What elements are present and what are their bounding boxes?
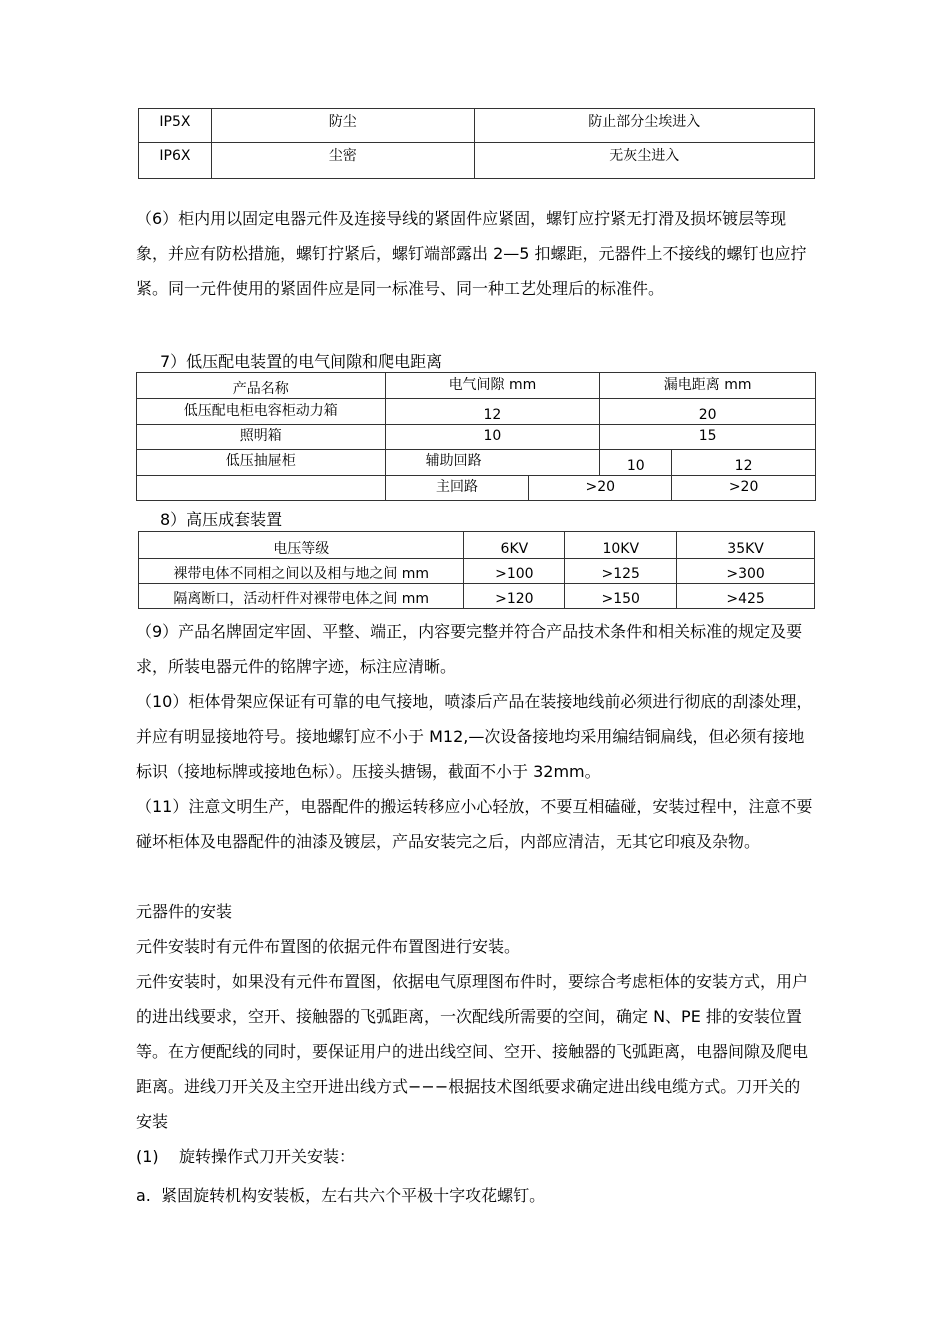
header-product-name: 产品名称 (137, 373, 386, 399)
creepage-value: >20 (672, 476, 816, 501)
ip-code: IP6X (139, 143, 212, 179)
clearance-value: 10 (600, 450, 672, 476)
product-name: 低压配电柜电容柜动力箱 (137, 399, 386, 425)
paragraph-10: （10）柜体骨架应保证有可靠的电气接地，喷漆后产品在装接地线前必须进行彻底的刮漆处理，并应有明显接地符号。接地螺钉应不小于 M12,—次设备接地均采用编结铜扁线，但必须有接地标识（接地标牌或接地色标）。压接头搪锡，截面不小于 32mm。 (136, 692, 813, 781)
table-row (137, 425, 816, 450)
table-row (137, 399, 816, 425)
clearance-value: 10 (385, 425, 600, 450)
ip-rating-table (138, 108, 815, 179)
value-35kv: >300 (677, 559, 815, 584)
paragraph-11: （11）注意文明生产，电器配件的搬运转移应小心轻放，不要互相磕碰，安装过程中，注意不要碰坏柜体及电器配件的油漆及镀层，产品安装完之后，内部应清洁，无其它印痕及杂物。 (136, 797, 813, 851)
ip-name: 防尘 (211, 109, 474, 143)
clearance-value: >20 (529, 476, 672, 501)
table-row (137, 476, 816, 501)
table-row (139, 584, 815, 609)
product-name: 照明箱 (137, 425, 386, 450)
value-6kv: >120 (464, 584, 565, 609)
header-35kv: 35KV (677, 532, 815, 559)
creepage-value: 15 (600, 425, 816, 450)
clearance-value: 12 (385, 399, 600, 425)
creepage-value: 12 (672, 450, 816, 476)
section-title-installation: 元器件的安装 (136, 902, 233, 921)
paragraph-9: （9）产品名牌固定牢固、平整、端正，内容要完整并符合产品技术条件和相关标准的规定及要求，所装电器元件的铭牌字迹，标注应清晰。 (136, 622, 803, 676)
row-label: 裸带电体不同相之间以及相与地之间 mm (139, 559, 464, 584)
value-35kv: >425 (677, 584, 815, 609)
circuit-type: 主回路 (385, 476, 529, 501)
list-item-a: a. 紧固旋转机构安装板，左右共六个平极十字攻花螺钉。 (136, 1186, 546, 1205)
ip-name: 尘密 (211, 143, 474, 179)
clearance-table-high-voltage (138, 531, 815, 609)
table-row (139, 559, 815, 584)
value-10kv: >150 (565, 584, 677, 609)
clearance-table-low-voltage (136, 372, 816, 501)
header-6kv: 6KV (464, 532, 565, 559)
header-clearance: 电气间隙 mm (385, 373, 600, 399)
ip-desc: 防止部分尘埃进入 (474, 109, 814, 143)
heading-8: 8）高压成套装置 (160, 510, 283, 529)
creepage-value: 20 (600, 399, 816, 425)
paragraph-install-2: 元件安装时，如果没有元件布置图，依据电气原理图布件时，要综合考虑柜体的安装方式，用户的进出线要求，空开、接触器的飞弧距离，一次配线所需要的空间，确定 N、PE 排的安装位置等。在方便配线的同时，要保证用户的进出线空间、空开、接触器的飞弧距离，电器间隙及爬电距离。进线刀开关及主空开进出线方式−−−根据技术图纸要求确定进出线电缆方式。刀开关的安装 (136, 972, 809, 1131)
value-10kv: >125 (565, 559, 677, 584)
header-creepage: 漏电距离 mm (600, 373, 816, 399)
table-row (137, 373, 816, 399)
header-voltage-level: 电压等级 (139, 532, 464, 559)
header-10kv: 10KV (565, 532, 677, 559)
table-row (137, 450, 816, 476)
paragraph-6: （6）柜内用以固定电器元件及连接导线的紧固件应紧固，螺钉应拧紧无打滑及损坏镀层等现象，并应有防松措施，螺钉拧紧后，螺钉端部露出 2—5 扣螺距，元器件上不接线的螺钉也应拧紧。同一元件使用的紧固件应是同一标准号、同一种工艺处理后的标准件。 (136, 209, 807, 298)
table-row (139, 143, 815, 179)
heading-7: 7）低压配电装置的电气间隙和爬电距离 (160, 352, 443, 371)
circuit-type: 辅助回路 (385, 450, 600, 476)
table-row (139, 109, 815, 143)
paragraph-install-1: 元件安装时有元件布置图的依据元件布置图进行安装。 (136, 937, 521, 956)
product-name: 低压抽屉柜 (137, 450, 386, 476)
table-row (139, 532, 815, 559)
list-item-1: (1) 旋转操作式刀开关安装： (136, 1147, 356, 1166)
value-6kv: >100 (464, 559, 565, 584)
ip-desc: 无灰尘进入 (474, 143, 814, 179)
row-label: 隔离断口，活动杆件对裸带电体之间 mm (139, 584, 464, 609)
ip-code: IP5X (139, 109, 212, 143)
empty-cell (137, 476, 386, 501)
